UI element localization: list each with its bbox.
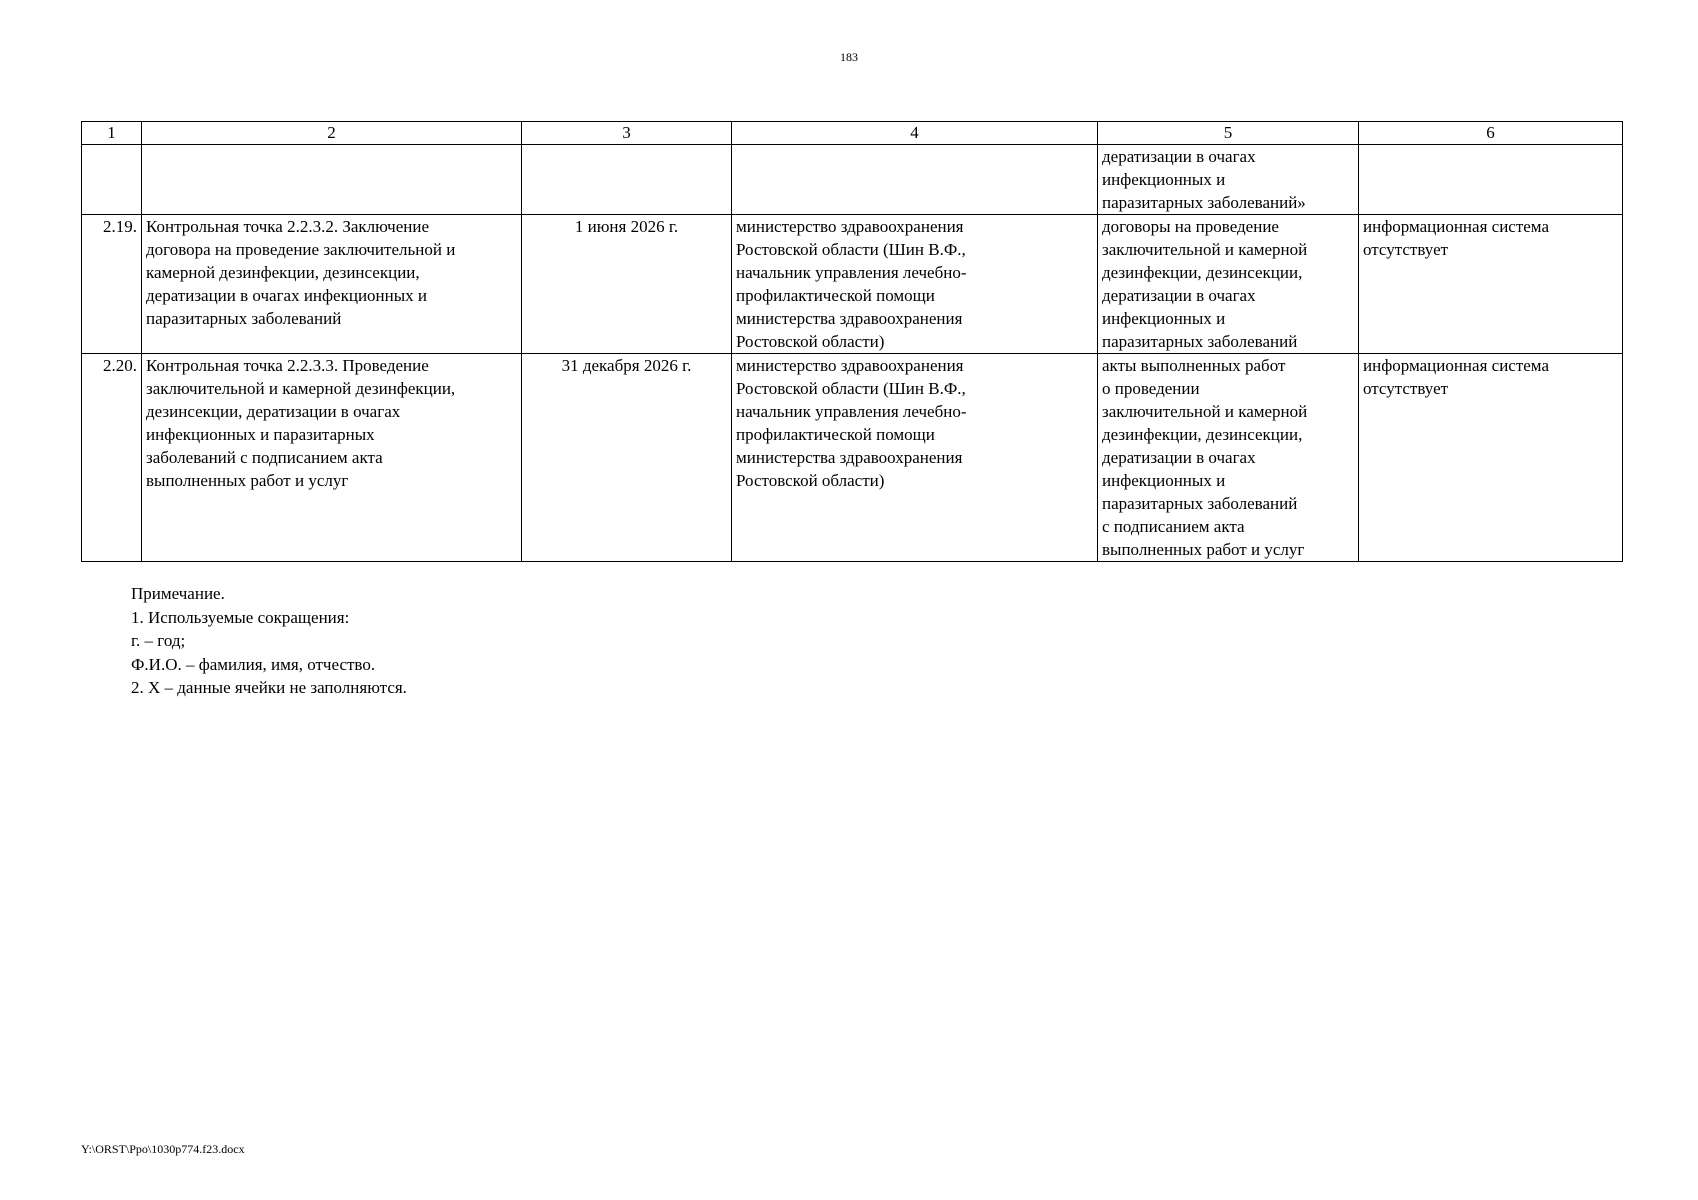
cell-text-line: Ростовской области) <box>736 332 885 351</box>
cell-text-line: информационная система <box>1363 217 1549 236</box>
cell-document <box>1098 215 1359 354</box>
cell-text-line: министерство здравоохранения <box>736 217 964 236</box>
header-col-3: 3 <box>522 122 732 145</box>
page-number: 183 <box>840 50 858 64</box>
header-col-1: 1 <box>82 122 142 145</box>
cell-empty <box>142 145 522 215</box>
row-number: 2.20. <box>82 354 142 562</box>
table-header-row <box>82 122 1623 145</box>
cell-text-line: министерства здравоохранения <box>736 309 963 328</box>
note-line: Ф.И.О. – фамилия, имя, отчество. <box>131 654 376 674</box>
note-line: 1. Используемые сокращения: <box>131 607 350 627</box>
cell-text-line: Контрольная точка 2.2.3.2. Заключение <box>146 217 430 236</box>
header-col-6: 6 <box>1359 122 1623 145</box>
cell-empty <box>1359 145 1623 215</box>
cell-date: 1 июня 2026 г. <box>522 215 732 354</box>
cell-text-line: профилактической помощи <box>736 425 935 444</box>
cell-text-line: Ростовской области (Шин В.Ф., <box>736 240 966 259</box>
cell-text-line: договора на проведение заключительной и <box>146 240 456 259</box>
row-number: 2.19. <box>82 215 142 354</box>
file-path-footer: Y:\ORST\Ppo\1030p774.f23.docx <box>81 1142 245 1156</box>
cell-text-line: начальник управления лечебно- <box>736 263 967 282</box>
cell-document <box>1098 354 1359 562</box>
cell-text-line: паразитарных заболеваний <box>1102 332 1298 351</box>
cell-date: 31 декабря 2026 г. <box>522 354 732 562</box>
cell-responsible <box>732 215 1098 354</box>
cell-text-line: отсутствует <box>1363 379 1449 398</box>
header-col-4: 4 <box>732 122 1098 145</box>
cell-text-line: Ростовской области) <box>736 471 885 490</box>
cell-empty <box>82 145 142 215</box>
cell-text-line: начальник управления лечебно- <box>736 402 967 421</box>
header-col-5: 5 <box>1098 122 1359 145</box>
cell-text-line: акты выполненных работ <box>1102 356 1286 375</box>
cell-text-line: заболеваний с подписанием акта <box>146 448 383 467</box>
cell-text-line: камерной дезинфекции, дезинсекции, <box>146 263 420 282</box>
cell-text-line: выполненных работ и услуг <box>146 471 349 490</box>
cell-text-line: Ростовской области (Шин В.Ф., <box>736 379 966 398</box>
cell-text-line: инфекционных и <box>1102 309 1226 328</box>
note-line: г. – год; <box>131 631 186 650</box>
cell-responsible <box>732 354 1098 562</box>
cell-text-line: министерства здравоохранения <box>736 448 963 467</box>
cell-text-line: выполненных работ и услуг <box>1102 540 1305 559</box>
cell-text-line: инфекционных и <box>1102 471 1226 490</box>
cell-title <box>142 354 522 562</box>
cell-text-line: дератизации в очагах <box>1102 448 1256 467</box>
cell-empty <box>522 145 732 215</box>
cell-text-line: министерство здравоохранения <box>736 356 964 375</box>
cell-text-line: дезинфекции, дезинсекции, <box>1102 425 1303 444</box>
cell-text-line: дератизации в очагах <box>1102 286 1256 305</box>
cell-text-line: заключительной и камерной дезинфекции, <box>146 379 456 398</box>
cell-text-line: инфекционных и паразитарных <box>146 425 375 444</box>
note-line: 2. Х – данные ячейки не заполняются. <box>131 678 407 697</box>
cell-text-line: инфекционных и <box>1102 170 1226 189</box>
cell-empty <box>732 145 1098 215</box>
cell-text-line: дезинсекции, дератизации в очагах <box>146 402 401 421</box>
cell-text-line: профилактической помощи <box>736 286 935 305</box>
cell-document-continuation <box>1098 145 1359 215</box>
notes-block <box>131 582 407 700</box>
cell-text-line: о проведении <box>1102 379 1200 398</box>
cell-text-line: Контрольная точка 2.2.3.3. Проведение <box>146 356 429 375</box>
table-row-continuation <box>82 145 1623 215</box>
cell-text-line: с подписанием акта <box>1102 517 1245 536</box>
control-points-table <box>81 121 1623 562</box>
cell-system <box>1359 354 1623 562</box>
cell-text-line: паразитарных заболеваний <box>146 309 342 328</box>
cell-text-line: отсутствует <box>1363 240 1449 259</box>
cell-text-line: дератизации в очагах инфекционных и <box>146 286 428 305</box>
cell-text-line: дератизации в очагах <box>1102 147 1256 166</box>
cell-text-line: паразитарных заболеваний» <box>1102 193 1306 212</box>
table-row <box>82 354 1623 562</box>
header-col-2: 2 <box>142 122 522 145</box>
cell-text-line: заключительной и камерной <box>1102 402 1308 421</box>
cell-title <box>142 215 522 354</box>
cell-text-line: заключительной и камерной <box>1102 240 1308 259</box>
cell-text-line: информационная система <box>1363 356 1549 375</box>
notes-heading: Примечание. <box>131 584 225 603</box>
cell-text-line: договоры на проведение <box>1102 217 1279 236</box>
table-row <box>82 215 1623 354</box>
cell-text-line: паразитарных заболеваний <box>1102 494 1298 513</box>
cell-text-line: дезинфекции, дезинсекции, <box>1102 263 1303 282</box>
cell-system <box>1359 215 1623 354</box>
